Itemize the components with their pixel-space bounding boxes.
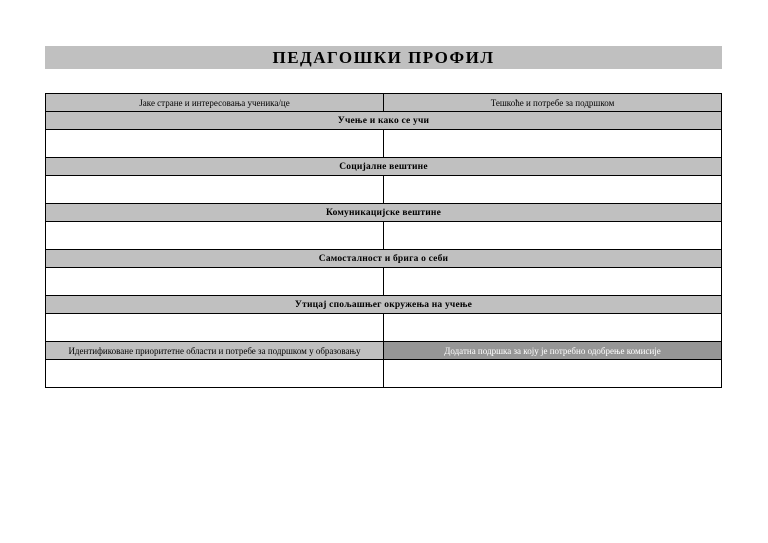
section-header-communication: Комуникацијске вештине (46, 204, 722, 222)
input-row-learning (46, 130, 722, 158)
section-row-self-care (46, 250, 722, 268)
pedagogical-profile-table (45, 93, 722, 388)
self-care-strengths-cell[interactable] (46, 268, 384, 296)
learning-difficulties-cell[interactable] (384, 130, 722, 158)
title-bar (45, 46, 722, 69)
self-care-difficulties-cell[interactable] (384, 268, 722, 296)
learning-strengths-cell[interactable] (46, 130, 384, 158)
priority-areas-cell[interactable] (46, 360, 384, 388)
environment-difficulties-cell[interactable] (384, 314, 722, 342)
section-row-environment (46, 296, 722, 314)
input-row-social (46, 176, 722, 204)
additional-support-cell[interactable] (384, 360, 722, 388)
additional-support-header: Додатна подршка за коју је потребно одобрење комисије (384, 342, 722, 360)
social-strengths-cell[interactable] (46, 176, 384, 204)
input-row-bottom (46, 360, 722, 388)
column-header-row (46, 94, 722, 112)
communication-difficulties-cell[interactable] (384, 222, 722, 250)
page-title: ПЕДАГОШКИ ПРОФИЛ (272, 47, 495, 67)
priority-areas-header: Идентификоване приоритетне области и потребе за подршком у образовању (46, 342, 384, 360)
section-header-social: Социјалне вештине (46, 158, 722, 176)
section-header-self-care: Самосталност и брига о себи (46, 250, 722, 268)
input-row-environment (46, 314, 722, 342)
section-row-communication (46, 204, 722, 222)
input-row-communication (46, 222, 722, 250)
column-header-difficulties: Тешкоће и потребе за подршком (384, 94, 722, 112)
bottom-header-row (46, 342, 722, 360)
environment-strengths-cell[interactable] (46, 314, 384, 342)
social-difficulties-cell[interactable] (384, 176, 722, 204)
column-header-strengths: Јаке стране и интересовања ученика/це (46, 94, 384, 112)
section-header-learning: Учење и како се учи (46, 112, 722, 130)
communication-strengths-cell[interactable] (46, 222, 384, 250)
input-row-self-care (46, 268, 722, 296)
section-header-environment: Утицај спољашњег окружења на учење (46, 296, 722, 314)
section-row-learning (46, 112, 722, 130)
section-row-social (46, 158, 722, 176)
